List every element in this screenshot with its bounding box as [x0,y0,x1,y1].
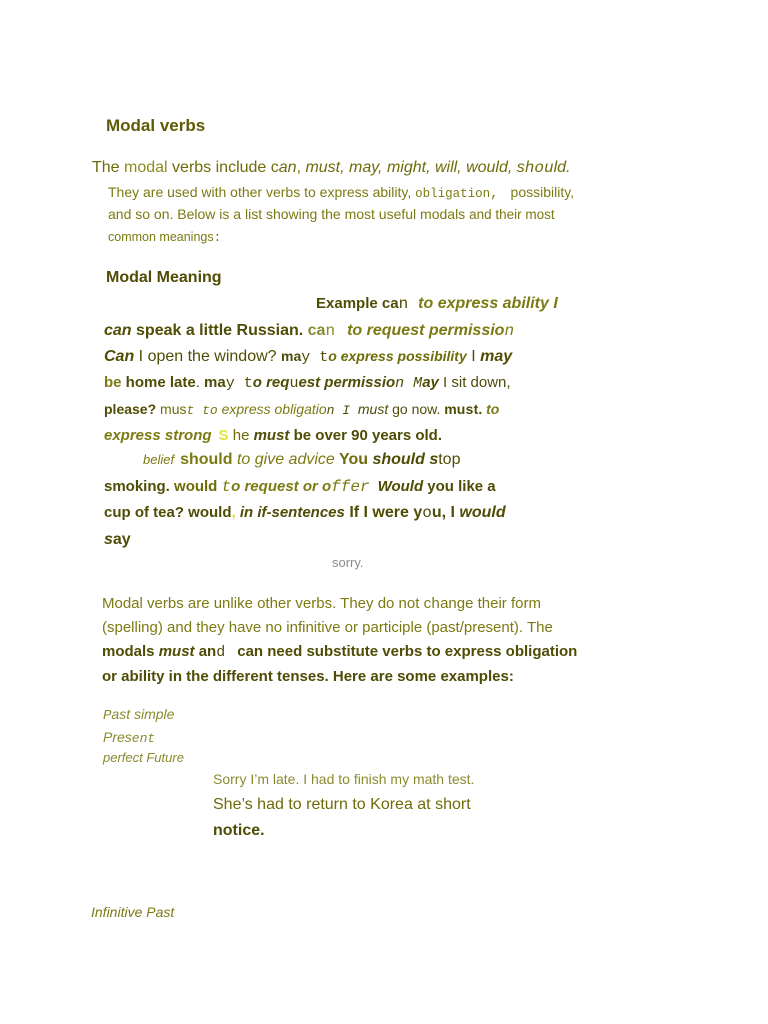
table-text: s [104,531,113,548]
table-text: o express possibility [328,348,467,364]
table-text: t [221,478,232,496]
table-text: please? [104,401,161,417]
table-text: he [228,427,254,444]
example-text: She’s had to return to Korea at short [213,796,471,813]
tense-past [103,706,174,724]
para2-text: modals [102,643,159,660]
table-text: Example ca [316,295,399,312]
table-text: o [422,504,432,522]
table-text: ca [307,322,326,339]
footer-text: Infinitive Past [91,904,175,920]
para2-text: can [237,643,264,660]
table-line-3 [104,348,512,366]
table-text: be over 90 years old. [289,427,443,444]
para2-line-4 [102,668,514,685]
intro-text: , [490,186,499,202]
intro-line-3 [108,206,555,223]
table-text: you like a [423,478,496,495]
table-text: belief [143,452,175,467]
tense-text: perfect Future [103,750,184,765]
table-text: t. [473,401,483,417]
table-text: can [104,322,132,339]
table-text: should [180,451,233,468]
intro-text: obligation [415,187,491,201]
table-text: n [325,322,336,340]
table-text: ay [112,531,131,548]
table-text: u, I [431,504,460,521]
tense-text: ast simple [111,706,175,722]
table-text: speak a little Russian. [131,322,308,339]
example-text: Sorry I’m late. I had to finish my math test. [213,771,475,787]
intro-text: They are used with other verbs to express ability, [108,184,416,200]
para2-text: (spelling) and they have no infinitive or participle (past/present). The [102,619,553,636]
table-line-10 [104,531,131,549]
table-text: y t [301,349,329,366]
table-text: be [104,374,122,391]
table-text: top [438,451,461,468]
table-text: n [504,322,515,340]
table-text: t to [186,403,218,418]
intro-text: and so on. Below is a list showing the most useful modals [108,206,470,222]
para2-line-1 [102,595,541,613]
para2-text: h [431,596,441,613]
table-text: would [459,504,506,521]
table-text: S [218,427,229,444]
table-line-5 [104,401,499,419]
table-text: to give advice [232,451,335,468]
table-line-8 [104,478,496,496]
table-text: You [334,451,373,468]
table-text: o req [252,374,290,391]
intro-text: and their most [469,207,555,222]
para2-text: d [216,644,226,661]
intro-text: common meanings [108,230,214,244]
table-text: must [253,427,290,444]
table-text: n [398,295,409,313]
table-text: I [466,348,481,365]
table-text: to [482,401,500,417]
table-text: ffer [331,478,370,496]
table-line-2 [104,322,514,340]
intro-line-2 [108,184,574,202]
intro-text: an [278,159,297,176]
footer-caption [91,904,174,920]
intro-text: ld. [553,159,571,176]
intro-text: hou [524,159,554,177]
intro-text: : [213,231,222,245]
page-title-text: Modal verbs [106,116,206,135]
table-text: Can [104,348,135,365]
tense-text: Pres [103,729,132,745]
para2-text: or ability in the different tenses. Here are some examples: [102,668,514,685]
example-3 [213,822,265,840]
table-text: would [169,478,222,495]
table-line-6 [104,427,442,444]
table-line-4 [104,374,511,392]
table-text: I sit down, [438,374,511,391]
table-text: mu [444,401,466,417]
table-text: est permissio [298,374,396,391]
tense-perfect-future [103,751,184,766]
intro-text: modal [124,159,168,176]
table-text: n I [326,403,358,418]
tense-present [103,729,155,747]
table-heading-text: Modal Meaning [106,269,222,286]
table-text: o request or o [231,478,332,495]
example-2 [213,796,471,814]
table-text: ma [204,374,226,391]
table-text: ma [281,348,302,364]
para2-text: need substitute verbs to express obligation [263,643,578,660]
table-text: . [195,374,205,391]
intro-text: , [296,159,306,176]
table-line-7 [143,451,460,469]
table-text: sorry. [332,555,364,570]
table-line-9 [104,504,506,522]
page-title [106,116,205,136]
example-text: notice. [213,822,265,839]
table-text: may [480,348,513,365]
table-line-1 [316,295,558,313]
tense-text: P [103,708,112,724]
table-heading [106,269,222,287]
table-line-11 [332,556,364,571]
intro-line-4 [108,230,221,245]
table-text: to request permissio [347,322,505,339]
table-text: in if-sentences [235,504,345,521]
intro-text: verbs include c [167,159,279,176]
para2-text: must [158,643,195,660]
example-1 [213,771,474,787]
table-text: express obligatio [217,401,327,417]
table-text: n M [395,375,423,392]
tense-text: ent [131,731,156,746]
intro-text: must, may, might, will, would, s [305,159,525,176]
table-text: should [372,451,425,468]
para2-text: an [194,643,217,660]
table-text: smoking. [104,478,170,495]
table-text: , [231,504,236,521]
para2-line-3 [102,643,577,661]
intro-text: possibility, [510,184,575,200]
table-text: I open the window? [134,348,281,365]
para2-text: ange their form [440,595,541,612]
para2-line-2 [102,619,553,636]
table-text: s [465,403,474,419]
intro-line-1 [92,159,570,177]
table-text: cup of tea? would [104,504,232,521]
table-text: ay [422,374,439,391]
table-text: express strong [104,427,212,444]
table-text: y t [225,375,253,392]
table-text: Would [377,478,424,495]
para2-text: Modal verbs are unlike other verbs. They do not c [102,595,432,612]
table-text: go now. [388,401,445,417]
table-text: s [424,451,439,468]
table-text: mus [160,401,187,417]
table-text: u [289,375,299,392]
table-text: must [357,401,389,417]
table-text: home late [121,374,196,391]
intro-text: The [92,159,125,176]
table-text: to express ability I [418,295,558,312]
table-text: If I were y [344,504,423,521]
